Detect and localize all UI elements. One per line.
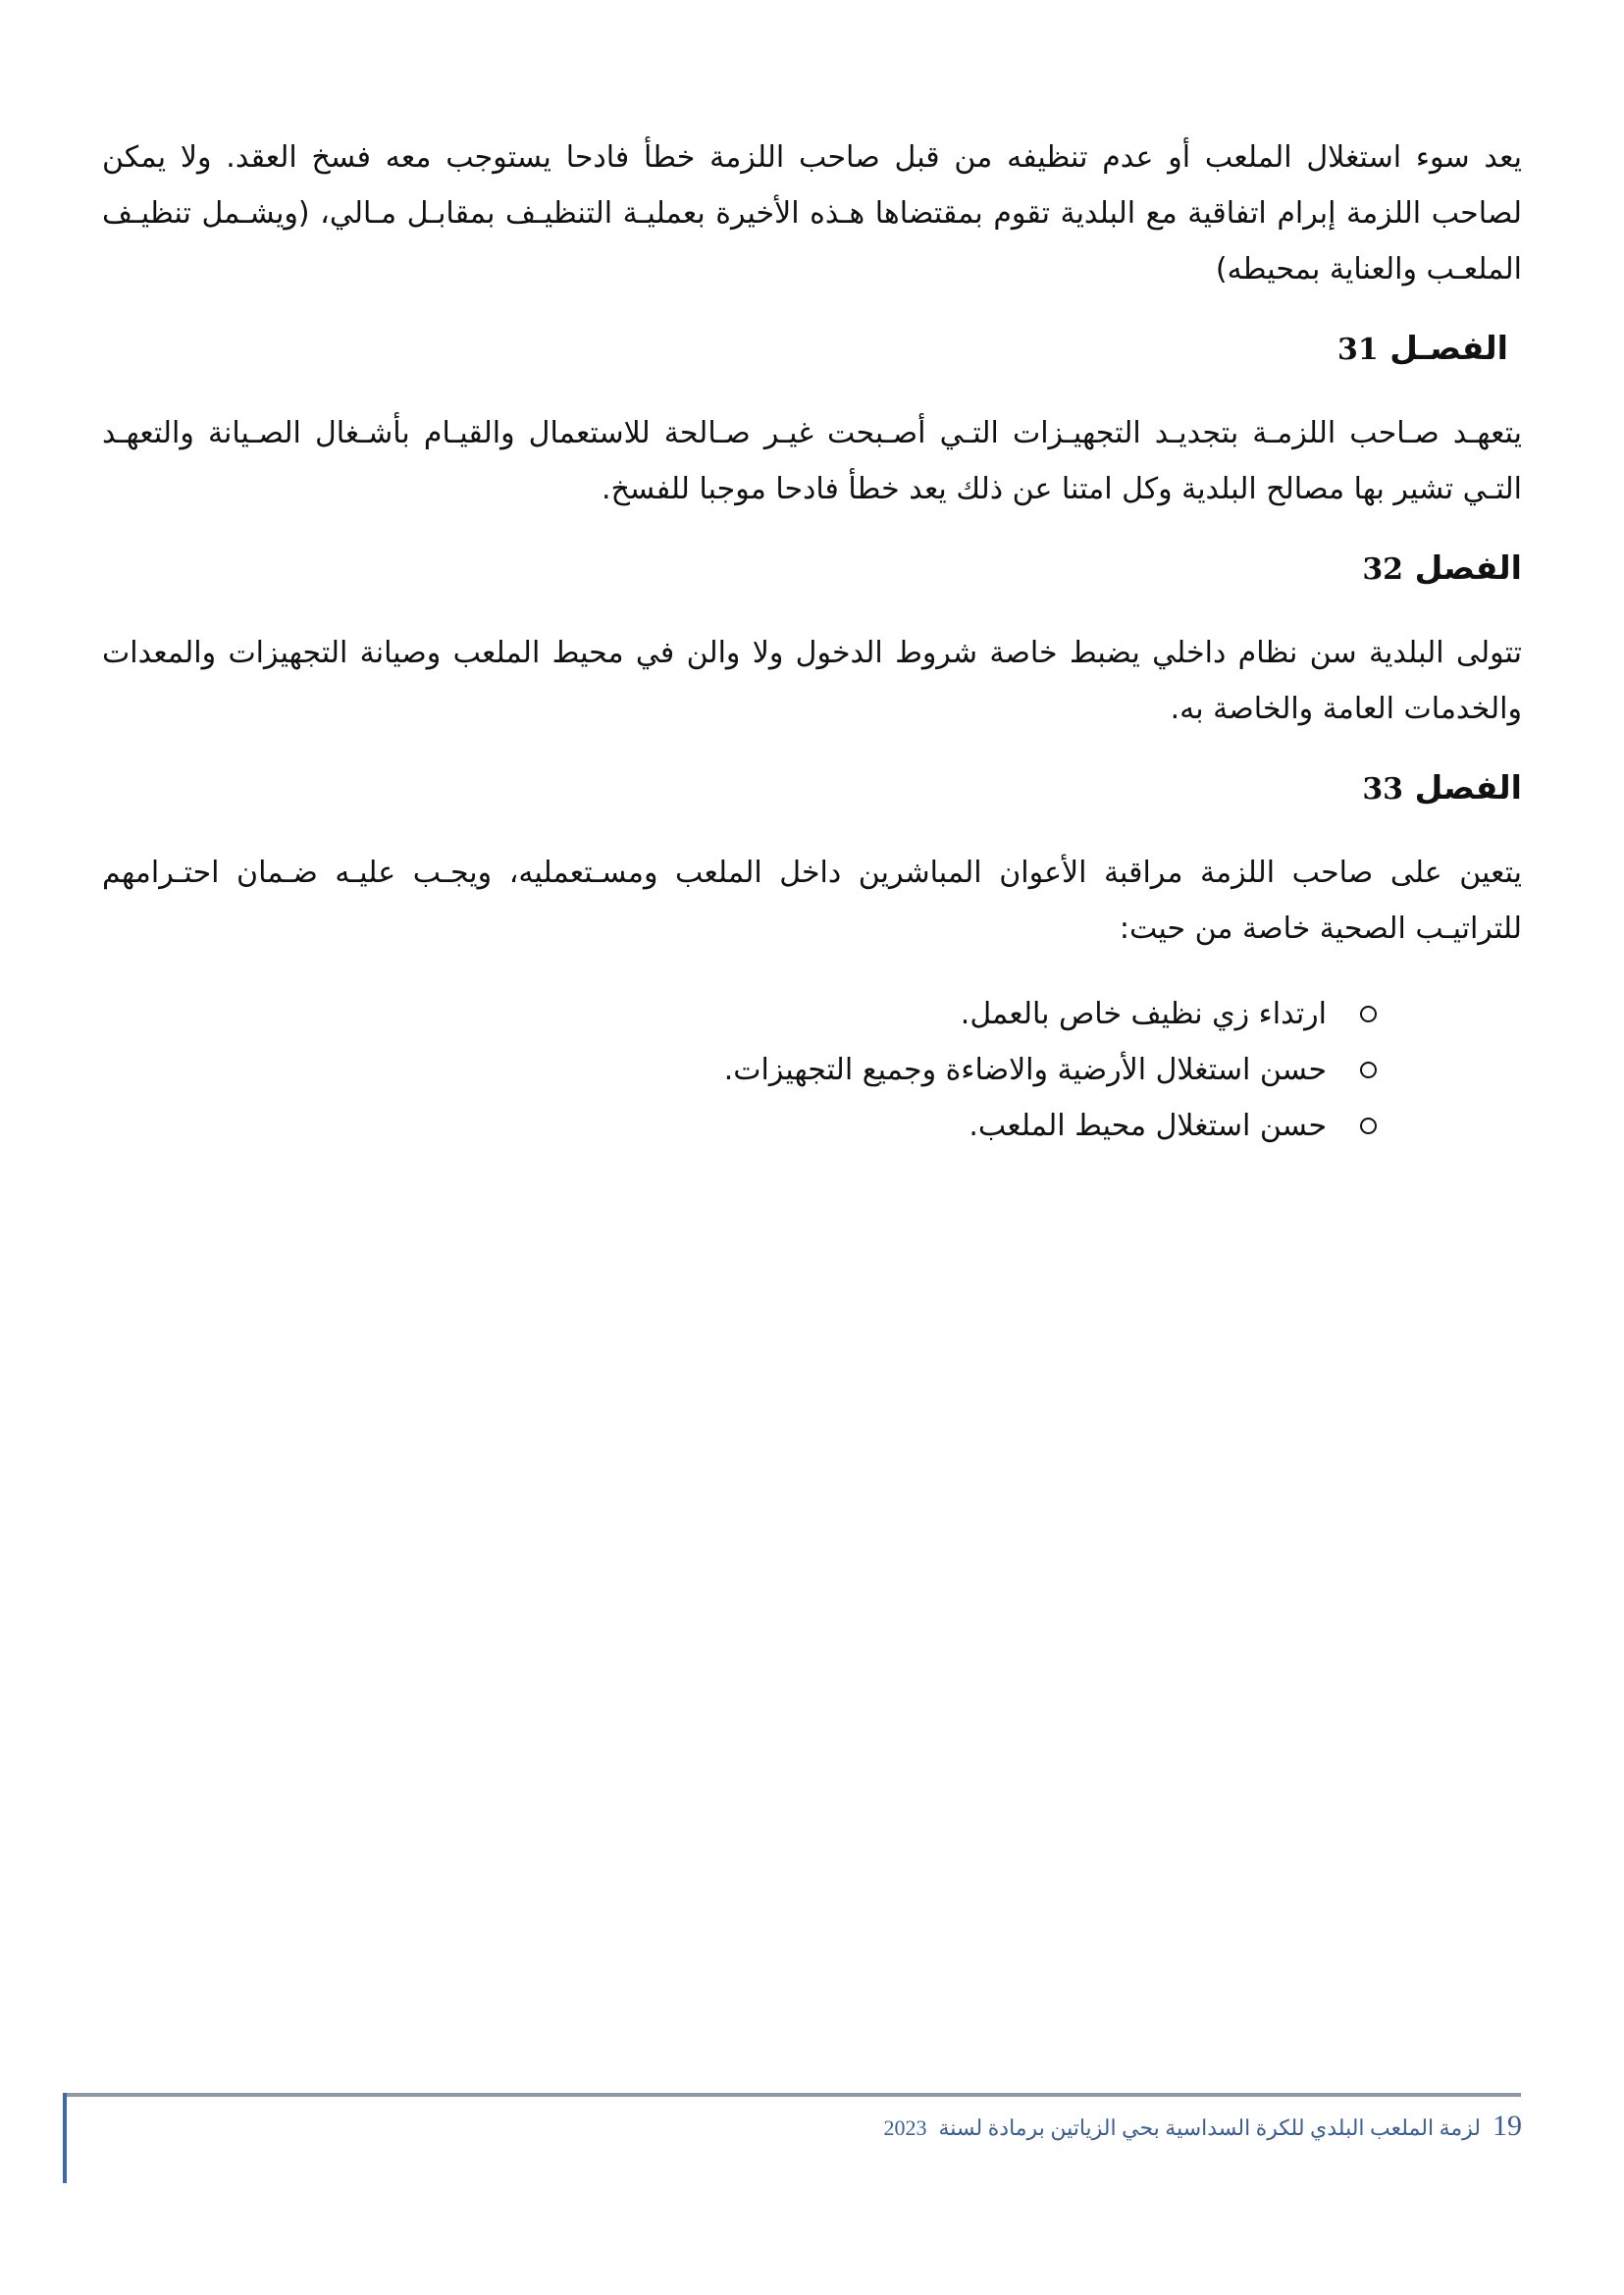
list-item-text: حسن استغلال محيط الملعب. — [969, 1109, 1327, 1143]
section-heading-word: الفصـل — [1389, 329, 1508, 367]
section-heading-word: الفصل — [1414, 768, 1522, 807]
page-number: 19 — [1493, 2110, 1522, 2142]
footer-accent-bar — [63, 2093, 67, 2183]
footer-title: لزمة الملعب البلدي للكرة السداسية بحي الزياتين برمادة لسنة — [938, 2115, 1481, 2140]
section-heading-31 — [102, 319, 1522, 380]
list-item — [102, 986, 1377, 1042]
list-item — [102, 1098, 1377, 1154]
section-heading-number: 31 — [1337, 333, 1379, 367]
paragraph-cleaning-obligation: يعد سوء استغلال الملعب أو عدم تنظيفه من قبل صاحب اللزمة خطأ فادحا يستوجب معه فسخ العقد. ولا يمكن لصاحب اللزمة إبرام اتفاقية مع البلدية تقوم بمقتضاها هـذه الأخيرة بعمليـة التنظيـف بمقابـل مـالي، (ويشـمل تنظيـف الملعـب والعناية بمحيطه) — [102, 140, 1522, 287]
section-heading-number: 33 — [1362, 772, 1404, 807]
hygiene-requirements-list — [102, 986, 1522, 1154]
paragraph-internal-rules: تتولى البلدية سن نظام داخلي يضبط خاصة شروط الدخول ولا والن في محيط الملعب وصيانة التجهيزات والمعدات والخدمات العامة والخاصة به. — [102, 636, 1522, 726]
page-footer — [883, 2110, 1522, 2143]
document-body — [102, 130, 1522, 1154]
footer-divider — [63, 2093, 1521, 2097]
hollow-circle-bullet-icon — [1360, 1006, 1377, 1022]
section-heading-number: 32 — [1362, 552, 1404, 587]
section-heading-32 — [102, 539, 1522, 600]
section-heading-33 — [102, 758, 1522, 819]
list-item-text: حسن استغلال الأرضية والاضاءة وجميع التجهيزات. — [723, 1053, 1327, 1087]
list-item-text: ارتداء زي نظيف خاص بالعمل. — [960, 997, 1327, 1031]
hollow-circle-bullet-icon — [1360, 1118, 1377, 1134]
paragraph-staff-supervision: يتعين على صاحب اللزمة مراقبة الأعوان المباشرين داخل الملعب ومسـتعمليه، ويجـب عليـه ضـمان احتـرامهم للتراتيـب الصحية خاصة من حيت: — [102, 856, 1522, 946]
paragraph-equipment-renewal: يتعهـد صـاحب اللزمـة بتجديـد التجهيـزات التـي أصـبحت غيـر صـالحة للاستعمال والقيـام بأشـغال الصـيانة والتعهـد التـي تشير بها مصالح البلدية وكل امتنا عن ذلك يعد خطأ فادحا موجبا للفسخ. — [102, 416, 1522, 506]
section-heading-word: الفصل — [1414, 548, 1522, 587]
footer-year: 2023 — [883, 2115, 927, 2140]
list-item — [102, 1042, 1377, 1098]
hollow-circle-bullet-icon — [1360, 1062, 1377, 1078]
